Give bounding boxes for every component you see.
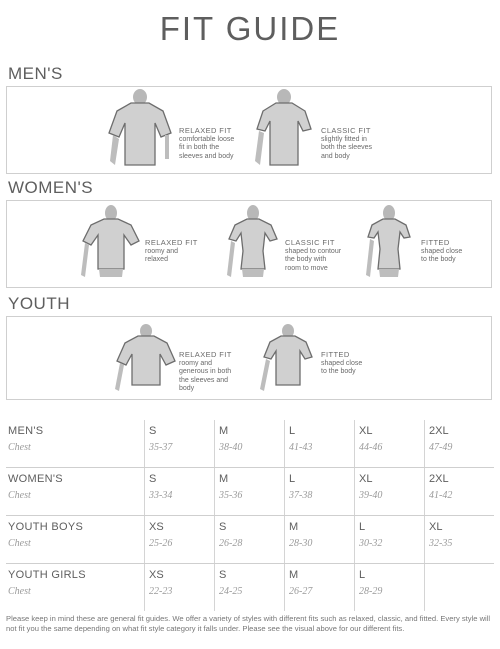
mens-relaxed-tshirt-figure — [105, 89, 175, 173]
size-label: L — [359, 569, 366, 581]
youth-fitted-desc-1: shaped close — [321, 359, 363, 367]
category-label: YOUTH GIRLS — [8, 569, 86, 581]
chest-range: 41-42 — [429, 490, 453, 501]
youth-panel — [6, 316, 492, 400]
womens-fitted-name: FITTED — [421, 238, 450, 247]
size-label: XS — [149, 521, 164, 533]
size-label: S — [219, 521, 227, 533]
mens-panel — [6, 86, 492, 174]
size-label: XL — [429, 521, 443, 533]
chest-label: Chest — [8, 586, 31, 597]
size-label: M — [219, 473, 229, 485]
table-row-youth-girls — [6, 564, 494, 611]
chest-range: 35-37 — [149, 442, 173, 453]
size-cell — [144, 564, 215, 611]
size-label: L — [289, 425, 296, 437]
chest-range: 26-27 — [289, 586, 313, 597]
size-label: S — [149, 473, 157, 485]
chest-range: 41-43 — [289, 442, 313, 453]
chest-range: 24-25 — [219, 586, 243, 597]
size-cell — [354, 564, 425, 611]
womens-relaxed-desc-2: relaxed — [145, 256, 168, 264]
chest-range: 33-34 — [149, 490, 173, 501]
chest-range: 30-32 — [359, 538, 383, 549]
chest-range: 39-40 — [359, 490, 383, 501]
chest-range: 28-29 — [359, 586, 383, 597]
size-cell — [214, 420, 285, 467]
chest-range: 35-36 — [219, 490, 243, 501]
womens-fitted-desc-1: shaped close — [421, 247, 463, 255]
size-label: XS — [149, 569, 164, 581]
size-cell — [284, 468, 355, 515]
row-header — [6, 468, 144, 515]
table-row-womens — [6, 468, 494, 516]
womens-relaxed-desc-1: roomy and — [145, 247, 179, 255]
youth-fitted-desc-2: to the body — [321, 368, 356, 376]
table-row-mens — [6, 420, 494, 468]
mens-relaxed-desc-1: comfortable loose — [179, 135, 235, 143]
chest-range: 26-28 — [219, 538, 243, 549]
womens-classic-desc-1: shaped to contour — [285, 247, 342, 255]
mens-relaxed-desc-2: fit in both the — [179, 144, 220, 152]
row-header — [6, 420, 144, 467]
size-cell — [214, 468, 285, 515]
youth-relaxed-desc-1: roomy and — [179, 359, 213, 367]
size-table — [6, 420, 494, 611]
chest-range: 47-49 — [429, 442, 453, 453]
size-cell — [354, 468, 425, 515]
size-label: S — [149, 425, 157, 437]
page-title: FIT GUIDE — [159, 10, 341, 47]
size-cell — [424, 564, 495, 611]
mens-relaxed-name: RELAXED FIT — [179, 126, 232, 135]
mens-classic-desc-3: and body — [321, 152, 350, 160]
size-cell — [284, 420, 355, 467]
category-label: WOMEN'S — [8, 473, 63, 485]
mens-relaxed-desc-3: sleeves and body — [179, 152, 234, 160]
youth-relaxed-name: RELAXED FIT — [179, 350, 232, 359]
mens-classic-name: CLASSIC FIT — [321, 126, 371, 135]
chest-range: 38-40 — [219, 442, 243, 453]
size-cell — [284, 516, 355, 563]
womens-relaxed-label — [145, 239, 198, 265]
size-label: XL — [359, 425, 373, 437]
youth-relaxed-desc-3: the sleeves and — [179, 376, 229, 384]
row-header — [6, 564, 144, 611]
size-cell — [144, 420, 215, 467]
size-label: S — [219, 569, 227, 581]
womens-panel — [6, 200, 492, 288]
chest-range: 22-23 — [149, 586, 173, 597]
mens-classic-desc-1: slightly fitted in — [321, 135, 367, 143]
womens-fitted-tshirt-figure — [355, 205, 423, 285]
chest-label: Chest — [8, 538, 31, 549]
youth-heading: YOUTH — [8, 294, 70, 313]
category-label: MEN'S — [8, 425, 44, 437]
womens-classic-name: CLASSIC FIT — [285, 238, 335, 247]
size-cell — [214, 516, 285, 563]
youth-relaxed-desc-4: body — [179, 385, 195, 393]
size-cell — [214, 564, 285, 611]
table-row-youth-boys — [6, 516, 494, 564]
chest-range: 32-35 — [429, 538, 453, 549]
size-cell — [424, 468, 495, 515]
size-label: XL — [359, 473, 373, 485]
size-cell — [354, 516, 425, 563]
womens-classic-label — [285, 239, 341, 273]
category-label: YOUTH BOYS — [8, 521, 84, 533]
size-label: 2XL — [429, 473, 449, 485]
womens-classic-desc-3: room to move — [285, 264, 328, 272]
youth-fitted-name: FITTED — [321, 350, 350, 359]
mens-classic-tshirt-figure — [249, 89, 319, 173]
mens-relaxed-label — [179, 127, 234, 161]
youth-fitted-label — [321, 351, 362, 377]
womens-heading: WOMEN'S — [8, 178, 94, 197]
size-cell — [284, 564, 355, 611]
womens-fitted-label — [421, 239, 462, 265]
womens-relaxed-tshirt-figure — [77, 205, 145, 285]
chest-label: Chest — [8, 490, 31, 501]
womens-classic-desc-2: the body with — [285, 256, 327, 264]
size-cell — [424, 420, 495, 467]
size-cell — [144, 516, 215, 563]
footnote: Please keep in mind these are general fit guides. We offer a variety of styles with different fits such as relaxed, classic, and fitted. Every style will not fit you the same depending on what fit style category it falls under. Please see the visual above for our different fits. — [6, 614, 491, 634]
size-label: 2XL — [429, 425, 449, 437]
size-label: M — [289, 569, 299, 581]
mens-heading: MEN'S — [8, 64, 63, 83]
size-cell — [144, 468, 215, 515]
womens-fitted-desc-2: to the body — [421, 256, 456, 264]
chest-range: 37-38 — [289, 490, 313, 501]
youth-relaxed-desc-2: generous in both — [179, 368, 232, 376]
youth-relaxed-label — [179, 351, 232, 394]
womens-relaxed-name: RELAXED FIT — [145, 238, 198, 247]
chest-range: 28-30 — [289, 538, 313, 549]
size-cell — [354, 420, 425, 467]
size-label: M — [219, 425, 229, 437]
size-label: M — [289, 521, 299, 533]
mens-classic-desc-2: both the sleeves — [321, 144, 372, 152]
row-header — [6, 516, 144, 563]
chest-range: 44-46 — [359, 442, 383, 453]
size-label: L — [289, 473, 296, 485]
youth-fitted-tshirt-figure — [253, 323, 323, 397]
chest-label: Chest — [8, 442, 31, 453]
mens-classic-label — [321, 127, 372, 161]
chest-range: 25-26 — [149, 538, 173, 549]
youth-relaxed-tshirt-figure — [111, 323, 181, 397]
size-cell — [424, 516, 495, 563]
size-label: L — [359, 521, 366, 533]
womens-classic-tshirt-figure — [219, 205, 287, 285]
